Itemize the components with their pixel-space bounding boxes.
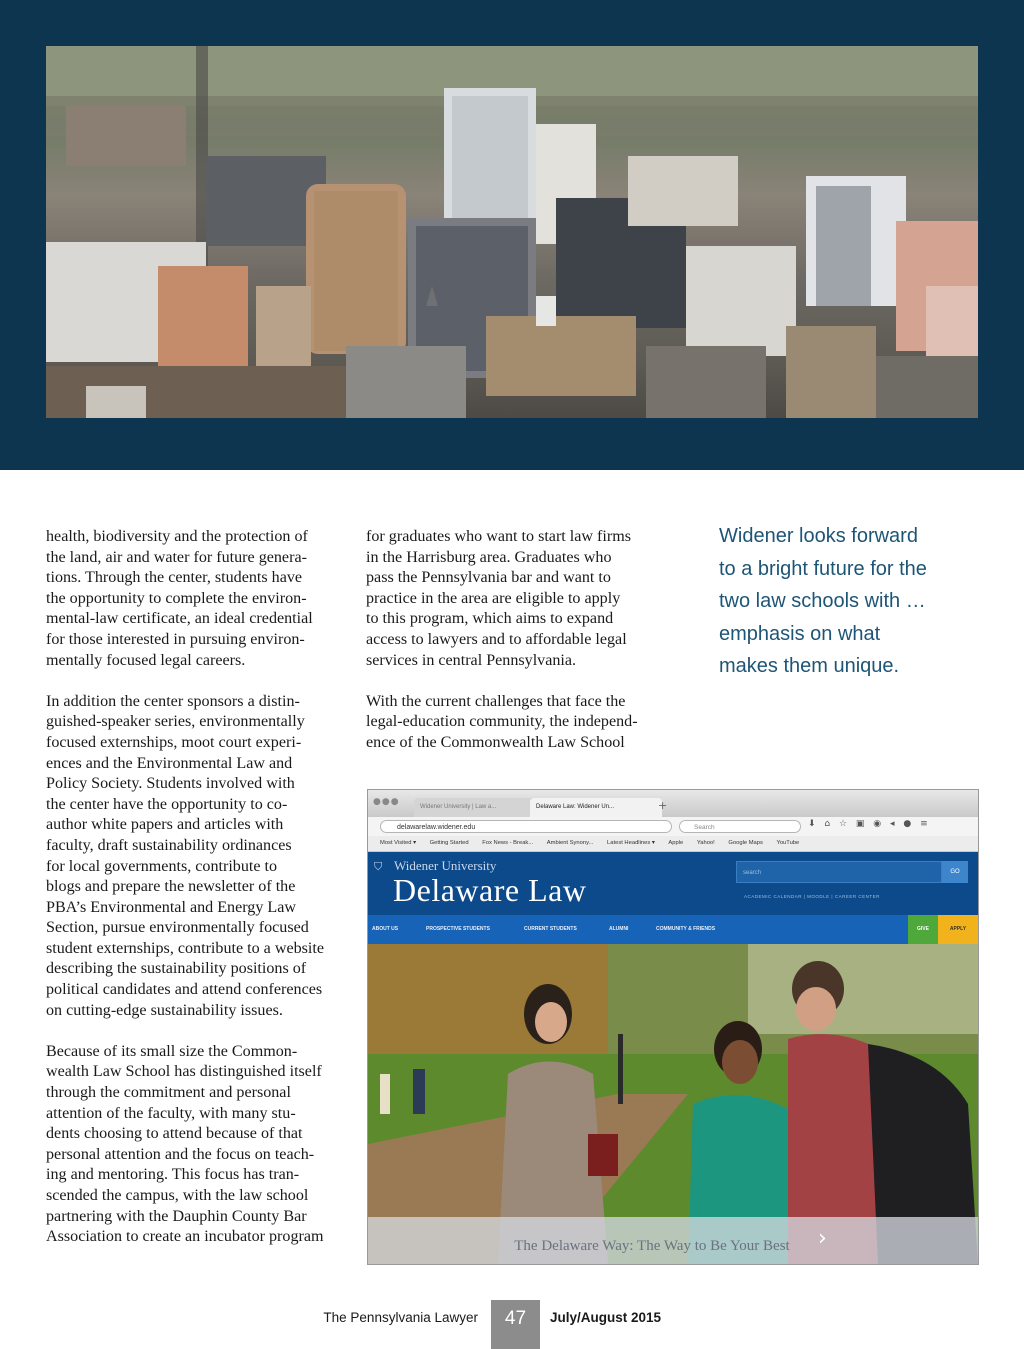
nav-item-alumni[interactable]: ALUMNI [609,926,629,932]
url-field[interactable]: delawarelaw.widener.edu [380,820,672,833]
aerial-city-photo [46,46,978,418]
utility-nav[interactable]: ACADEMIC CALENDAR | MOODLE | CAREER CENTER [744,894,880,899]
bookmark-item[interactable]: Latest Headlines ▾ [607,840,655,846]
give-button[interactable]: GIVE [908,915,938,944]
site-main-nav [368,915,978,944]
website-screenshot [367,789,979,1265]
top-banner [0,0,1024,470]
campus-people-illustration [368,944,978,1264]
apply-button[interactable]: APPLY [938,915,978,944]
bookmark-item[interactable]: Google Maps [728,840,763,846]
site-search-button[interactable]: GO [942,861,968,883]
chevron-right-icon[interactable]: › [818,1226,827,1251]
nav-item-about-us[interactable]: ABOUT US [372,926,399,932]
body-column-1 [46,527,346,1268]
bookmark-item[interactable]: Fox News - Break... [482,840,534,846]
nav-item-current-students[interactable]: CURRENT STUDENTS [524,926,577,932]
page-number: 47 [491,1300,540,1349]
issue-date: July/August 2015 [550,1310,662,1325]
hero-caption-bar [368,1217,978,1264]
site-header [368,852,978,915]
shield-icon: ⛉ [374,860,383,873]
bookmark-item[interactable]: Apple [668,840,684,846]
city-skyline-illustration [46,46,978,418]
paragraph: Because of its small size the Common- wealth Law School has distinguished itself through the commitment and personal attention of the faculty, with many stu- dents choosing to attend because of that personal attention and the focus on teach- ing and mentoring. This focus has tran- scended the campus, with the law school partnering with the Dauphin County Bar Association to create an incubator program [46,1042,324,1246]
university-name: Widener University [394,858,497,873]
browser-search-field[interactable]: Search [679,820,801,833]
browser-toolbar-icons[interactable]: ⬇ ⌂ ☆ ▣ ◉ ◂ ● ≡ [808,819,931,829]
browser-tab[interactable]: Widener University | Law a... [414,798,536,817]
pull-quote: Widener looks forward to a bright future for the two law schools with … emphasis on what makes them unique. [719,525,927,678]
paragraph: health, biodiversity and the protection of the land, air and water for future genera- tions. Through the center, students have the opportunity to complete the environ- mental-law certificate, an ideal credential for those interested in pursuing environ- mentally focused legal careers. [46,528,313,669]
bookmark-item[interactable]: Getting Started [429,840,469,846]
page-footer [0,1300,1024,1349]
nav-item-community-friends[interactable]: COMMUNITY & FRIENDS [656,926,716,932]
site-search-input[interactable]: search [736,861,942,883]
browser-tab-active[interactable]: Delaware Law: Widener Un... [530,798,662,817]
bookmark-item[interactable]: YouTube [776,840,800,846]
bookmark-item[interactable]: Yahoo! [696,840,715,846]
bookmark-item[interactable]: Ambient Synony... [546,840,594,846]
new-tab-icon[interactable]: + [658,799,668,812]
hero-caption[interactable]: The Delaware Way: The Way to Be Your Best [514,1238,790,1254]
body-column-2 [366,527,666,774]
browser-address-row [368,817,978,836]
browser-tab-bar [368,790,978,817]
school-logo-text[interactable]: Delaware Law [393,872,587,908]
hero-photo [368,944,978,1264]
nav-item-prospective-students[interactable]: PROSPECTIVE STUDENTS [426,926,490,932]
publication-name: The Pennsylvania Lawyer [323,1310,478,1325]
paragraph: In addition the center sponsors a distin- guished-speaker series, environmentally focused externships, moot court experi- ences and the Environmental Law and Policy Society. Students involved with the center have the opportunity to co- author white papers and articles with faculty, draft sustainability ordinances for local governments, contribute to blogs and prepare the newsletter of the PBA’s Environmental and Energy Law Section, pursue environmentally focused student externships, contribute to a website describing the sustainability positions of political candidates and attend conferences on cutting-edge sustainability issues. [46,692,325,1019]
bookmark-item[interactable]: Most Visited ▾ [380,840,416,846]
paragraph: With the current challenges that face the legal-education community, the independ- ence of the Commonwealth Law School [366,692,638,751]
bookmarks-bar [368,836,978,852]
paragraph: for graduates who want to start law firms in the Harrisburg area. Graduates who pass the Pennsylvania bar and want to practice in the area are eligible to apply to this program, which aims to expand access to lawyers and to affordable legal services in central Pennsylvania. [366,528,632,669]
window-controls-icon: ●●● [373,797,400,807]
